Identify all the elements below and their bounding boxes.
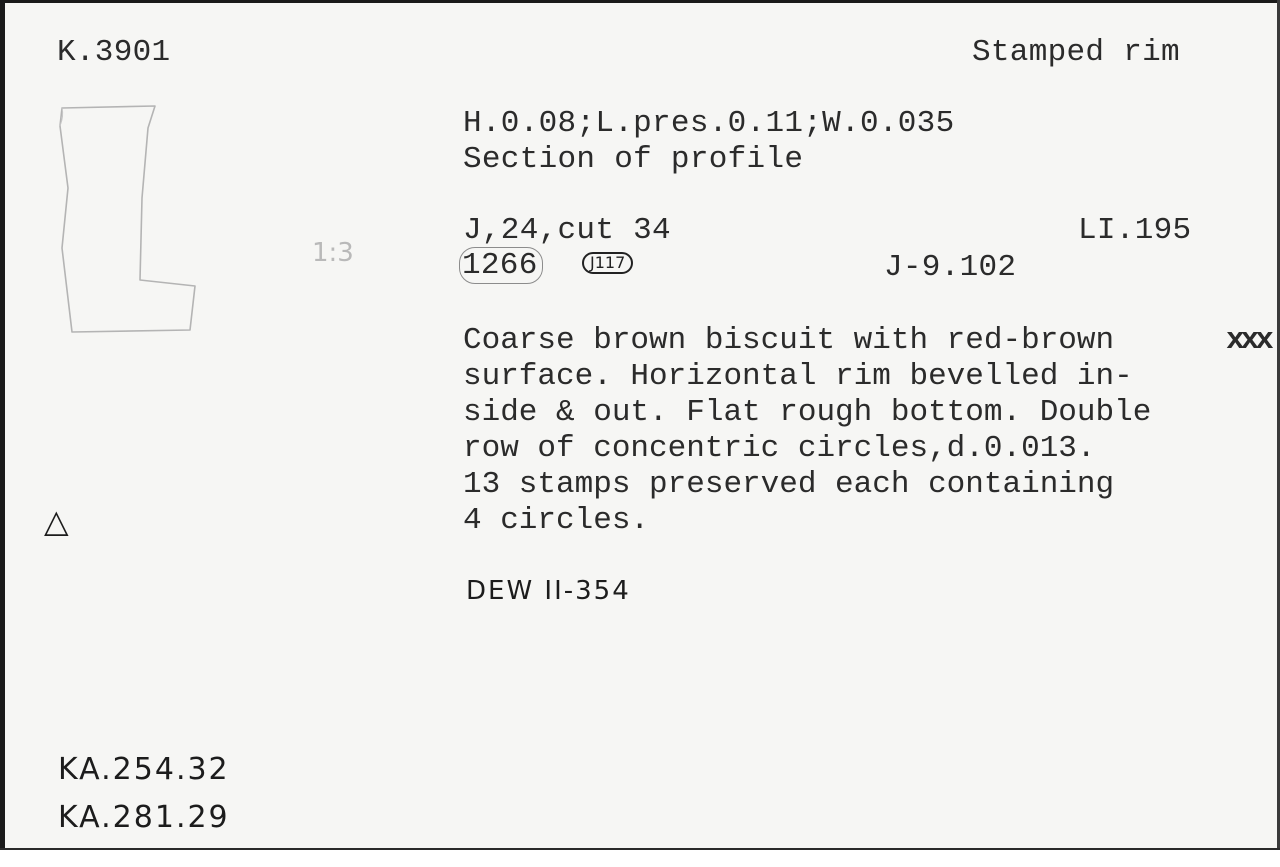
profile-sketch-icon: [50, 98, 210, 343]
pencil-scale-note: 1:3: [312, 238, 354, 268]
card-top-edge: [0, 0, 1280, 3]
ka-reference-1: KA.254.32: [58, 752, 230, 787]
catalog-number: K.3901: [57, 35, 171, 70]
description-line-5: 13 stamps preserved each containing: [463, 467, 1115, 502]
description-line-6: 4 circles.: [463, 503, 650, 538]
struck-out-text: xxx: [1226, 323, 1270, 358]
reference-j: J-9.102: [884, 250, 1017, 285]
card-bottom-edge: [0, 848, 1280, 867]
lot-number-circled: 1266: [459, 247, 543, 284]
description-line-4: row of concentric circles,d.0.013.: [463, 431, 1096, 466]
lot-number: [463, 248, 543, 283]
description-line-3: side & out. Flat rough bottom. Double: [463, 395, 1152, 430]
triangle-marker-icon: △: [44, 502, 69, 540]
description-line-2: surface. Horizontal rim bevelled in-: [463, 359, 1133, 394]
card-left-edge: [0, 0, 5, 867]
dimensions-line: H.0.08;L.pres.0.11;W.0.035: [463, 106, 955, 141]
section-note: Section of profile: [463, 142, 804, 177]
context-line: J,24,cut 34: [463, 213, 671, 248]
find-tag-stamp: J117: [582, 252, 633, 274]
reference-li: LI.195: [1078, 213, 1192, 248]
ka-reference-2: KA.281.29: [58, 800, 230, 835]
description-line-1: Coarse brown biscuit with red-brown: [463, 323, 1115, 358]
publication-reference: DEW II-354: [466, 576, 631, 606]
object-type: Stamped rim: [972, 35, 1180, 70]
